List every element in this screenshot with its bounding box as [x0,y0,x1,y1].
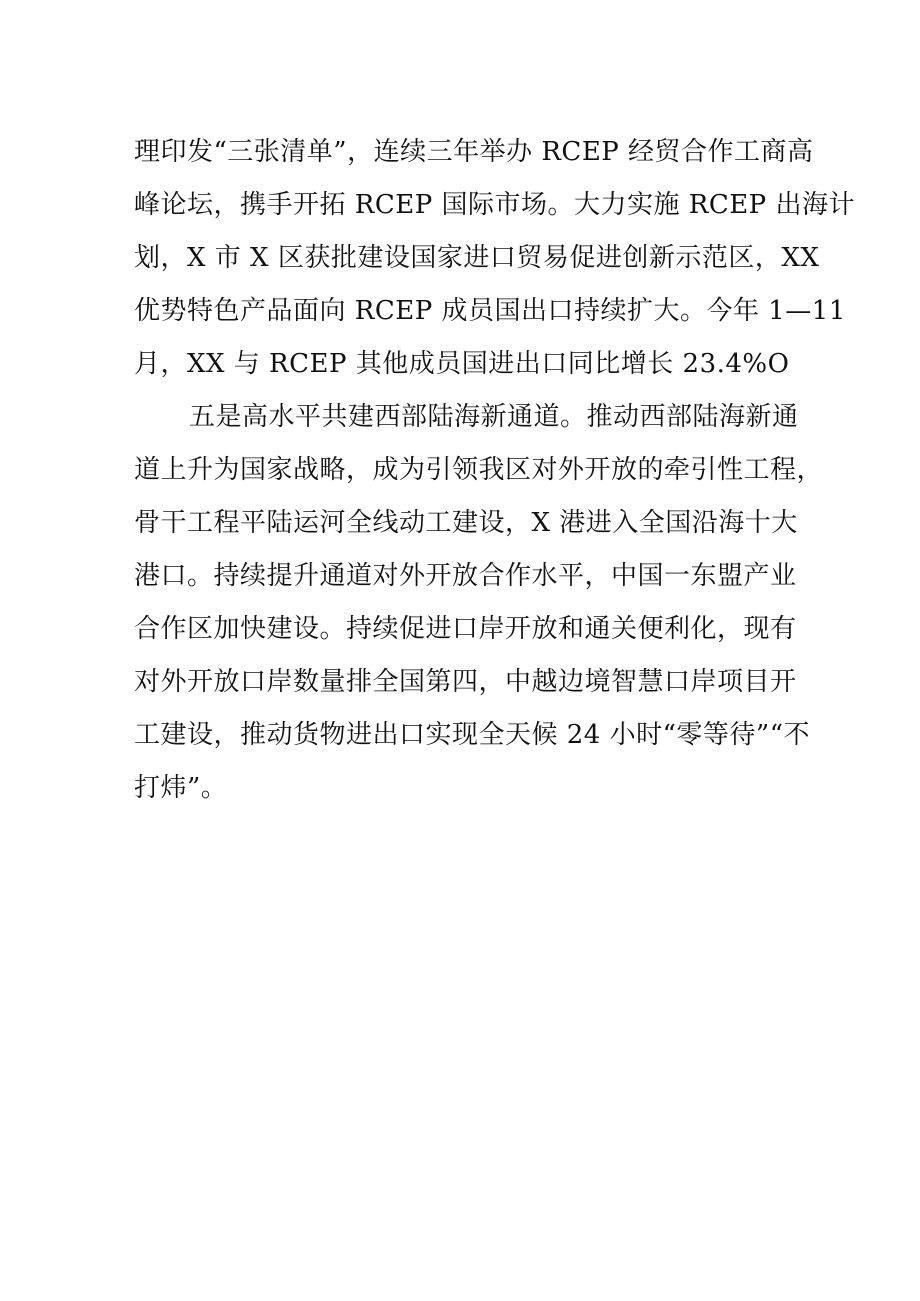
text-line: 骨干工程平陆运河全线动工建设，X 港进入全国沿海十大 [134,508,798,538]
paragraph-rcep [134,126,855,391]
text-line: 道上升为国家战略，成为引领我区对外开放的牵引性工程， [134,455,824,485]
document-body [134,126,855,815]
text-line: 港口。持续提升通道对外开放合作水平，中国一东盟产业 [134,561,797,591]
text-line: 划，X 市 X 区获批建设国家进口贸易促进创新示范区，XX [134,243,820,273]
text-line: 打炜”。 [134,773,228,803]
text-line: 工建设，推动货物进出口实现全天候 24 小时“零等待”“不 [134,720,810,750]
text-line: 对外开放口岸数量排全国第四，中越边境智慧口岸项目开 [134,667,797,697]
text-line: 优势特色产品面向 RCEP 成员国出口持续扩大。今年 1—11 [134,296,846,326]
text-line: 理印发“三张清单”，连续三年举办 RCEP 经贸合作工商高 [134,137,814,167]
text-line: 合作区加快建设。持续促进口岸开放和通关便利化，现有 [134,614,797,644]
text-line: 月，XX 与 RCEP 其他成员国进出口同比增长 23.4%O [134,349,790,379]
paragraph-heading-line: 五是高水平共建西部陆海新通道。推动西部陆海新通 [189,402,799,432]
paragraph-western-corridor [134,391,824,815]
text-line: 峰论坛，携手开拓 RCEP 国际市场。大力实施 RCEP 出海计 [134,190,855,220]
